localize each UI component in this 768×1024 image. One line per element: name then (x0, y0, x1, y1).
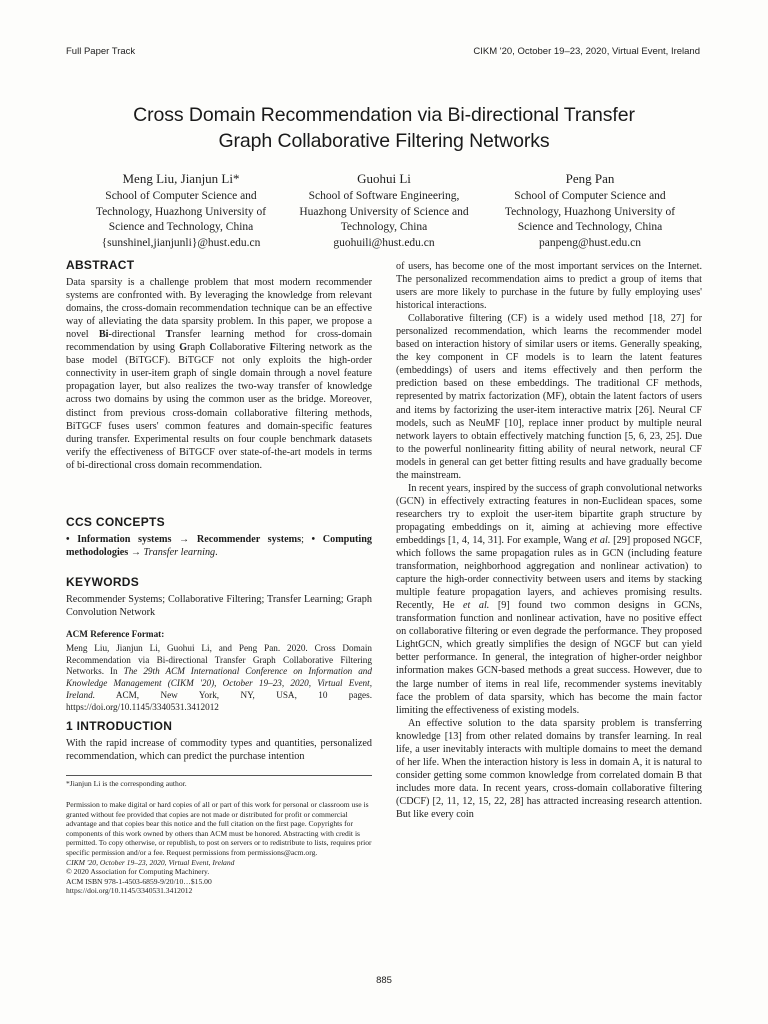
affiliation-line: School of Computer Science and (105, 190, 257, 202)
paragraph: An effective solution to the data sparsity problem is transferring knowledge [13] from other related domains by transfer learning. In real life, a user inevitably interacts with multiple domains to meet the demand of her life. When the interaction history is less in domain A, it is natural to consider getting some common knowledge from correlated domain B that includes more data. In recent years, cross-domain collaborative filtering (CDCF) [2, 11, 12, 15, 22, 28] has attracted increasing research attention. But like every coin (396, 717, 702, 820)
permission-venue: CIKM '20, October 19–23, 2020, Virtual Event, Ireland (66, 857, 235, 867)
author-email: {sunshinel,jianjunli}@hust.edu.cn (101, 236, 261, 249)
doi-line: https://doi.org/10.1145/3340531.3412012 (66, 886, 193, 896)
author-name: Guohui Li (357, 171, 411, 186)
ccs-text: • Information systems → Recommender systems; • Computing methodologies → Transfer learning. (66, 534, 372, 559)
running-header-right: CIKM '20, October 19–23, 2020, Virtual Event, Ireland (473, 46, 700, 57)
keywords-text: Recommender Systems; Collaborative Filtering; Transfer Learning; Graph Convolution Network (66, 594, 372, 619)
paragraph: of users, has become one of the most important services on the Internet. The personalized recommendation aims to predict a group of items that users are more likely to purchase in the future by fully employing uses' historical interactions. (396, 261, 702, 312)
acm-reference-text: Meng Liu, Jianjun Li, Guohui Li, and Peng Pan. 2020. Cross Domain Recommendation via Bi-directional Transfer Graph Collaborative Filtering Networks. In The 29th ACM International Conference on Information and Knowledge Management (CIKM '20), October 19–23, 2020, Virtual Event, Ireland. ACM, New York, NY, USA, 10 pages. https://doi.org/10.1145/3340531.3412012 (66, 642, 372, 712)
affiliation-line: Technology, China (340, 221, 428, 233)
abstract-text: Data sparsity is a challenge problem that most modern recommender systems are confronted with. By leveraging the knowledge from relevant domains, the cross-domain recommendation technique can be an effective way of alleviating the data sparsity problem. In this paper, we propose a novel Bi-directional Transfer learning method for cross-domain recommendation by using Graph Collaborative Filtering network as the base model (BiTGCF). BiTGCF not only exploits the high-order connectivity in user-item graph of single domain through a novel feature propagation layer, but also realizes the two-way transfer of knowledge across two domains by using the common user as the bridge. Moreover, distinct from previous cross-domain collaborative filtering methods, BiTGCF fuses users' common features and domain-specific features during transfer. Experimental results on four couple benchmark datasets verify the effectiveness of BiTGCF over state-of-the-art models in terms of bi-directional cross domain recommendation. (66, 277, 373, 471)
introduction-paragraph: With the rapid increase of commodity types and quantities, personalized recommendation, which can predict the purchase intention (66, 738, 372, 763)
author-block-2 (284, 170, 484, 251)
running-header-left: Full Paper Track (66, 46, 136, 57)
permission-block (66, 800, 372, 896)
title-line-1: Cross Domain Recommendation via Bi-directional Transfer (133, 104, 635, 126)
affiliation-line: School of Software Engineering, (308, 190, 460, 202)
copyright-line: © 2020 Association for Computing Machinery. (66, 867, 210, 877)
permission-text: Permission to make digital or hard copies of all or part of this work for personal or classroom use is granted without fee provided that copies are not made or distributed for profit or commercial advantage and that copies bear this notice and the full citation on the first page. Copyrights for components of this work owned by others than ACM must be honored. Abstracting with credit is permitted. To copy otherwise, or republish, to post on servers or to redistribute to lists, requires prior specific permission and/or a fee. Request permissions from permissions@acm.org. (66, 800, 372, 857)
page-number: 885 (376, 975, 392, 986)
author-name: Meng Liu, Jianjun Li* (122, 171, 240, 186)
affiliation-line: Technology, Huazhong University of (504, 205, 676, 218)
paragraph: Collaborative filtering (CF) is a widely used method [18, 27] for personalized recommendation, which learns the recommender model based on interaction history of similar users or items. Generally speaking, the key component in CF models is to learn the latent features (embeddings) of users and items effectively and then perform the prediction based on these embeddings. The traditional CF methods, represented by matrix factorization (MF), obtain the latent factors of users and items by factorizing the user-item interactive matrix [26]. Neural CF models, such as NeuMF [10], replace inner product by multiple neural network layers to obtain effectively matching function [5, 6, 23, 25]. Due to the powerful nonlinearity fitting ability of neural network, neural CF models in general can get better fitting results and have gradually become the mainstream. (396, 313, 702, 481)
author-email: guohuili@hust.edu.cn (333, 236, 435, 249)
author-email: panpeng@hust.edu.cn (539, 236, 641, 249)
abstract-section (66, 259, 372, 472)
affiliation-line: Technology, Huazhong University of (95, 205, 267, 218)
affiliation-line: Huazhong University of Science and (299, 205, 469, 218)
affiliation-line: Science and Technology, China (108, 221, 254, 233)
introduction-section (66, 720, 372, 763)
paragraph: In recent years, inspired by the success of graph convolutional networks (GCN) in effectively extracting features in non-Euclidean spaces, some researchers try to exploit the user-item bipartite graph structure by propagating embeddings on it, aiming at achieving more effective embeddings [1, 4, 14, 31]. For example, Wang et al. [29] proposed NGCF, which follows the same propagation rules as in GCN (including feature transformation, neighborhood aggregation and nonlinear activation) to capture the high-order connectivity between users and items by stacking multiple feature propagation layers, and achieves promising results. Recently, He et al. [9] found two common designs in GCNs, transformation function and nonlinear activation, have no positive effect on collaborative filtering or even degrade the performance. They proposed LightGCN, which greatly simplifies the design of NGCF but can yield better performance. In general, the integration of higher-order neighbor information makes GCN-based methods a great success. However, due to the large number of items in real life, recommender systems inevitably face the problem of data sparsity, which has become the main factor limiting the effectiveness of existing models. (396, 482, 703, 716)
ccs-heading: CCS CONCEPTS (66, 515, 165, 529)
paper-title (40, 102, 728, 154)
isbn-line: ACM ISBN 978-1-4503-6859-9/20/10…$15.00 (66, 876, 212, 886)
author-name: Peng Pan (565, 171, 615, 186)
keywords-section (66, 576, 372, 619)
keywords-heading: KEYWORDS (66, 575, 140, 589)
footnote: *Jianjun Li is the corresponding author. (66, 779, 187, 788)
author-block-3 (490, 170, 690, 251)
affiliation-line: School of Computer Science and (514, 190, 666, 202)
title-line-2: Graph Collaborative Filtering Networks (218, 130, 550, 152)
author-block-1 (84, 170, 278, 251)
right-column-body (396, 260, 702, 821)
affiliation-line: Science and Technology, China (517, 221, 663, 233)
ccs-section (66, 516, 372, 559)
introduction-heading: 1 INTRODUCTION (66, 719, 173, 733)
abstract-heading: ABSTRACT (66, 258, 135, 272)
footnote-rule (66, 775, 372, 776)
acm-reference-section (66, 629, 372, 714)
acm-reference-heading: ACM Reference Format: (66, 629, 165, 639)
